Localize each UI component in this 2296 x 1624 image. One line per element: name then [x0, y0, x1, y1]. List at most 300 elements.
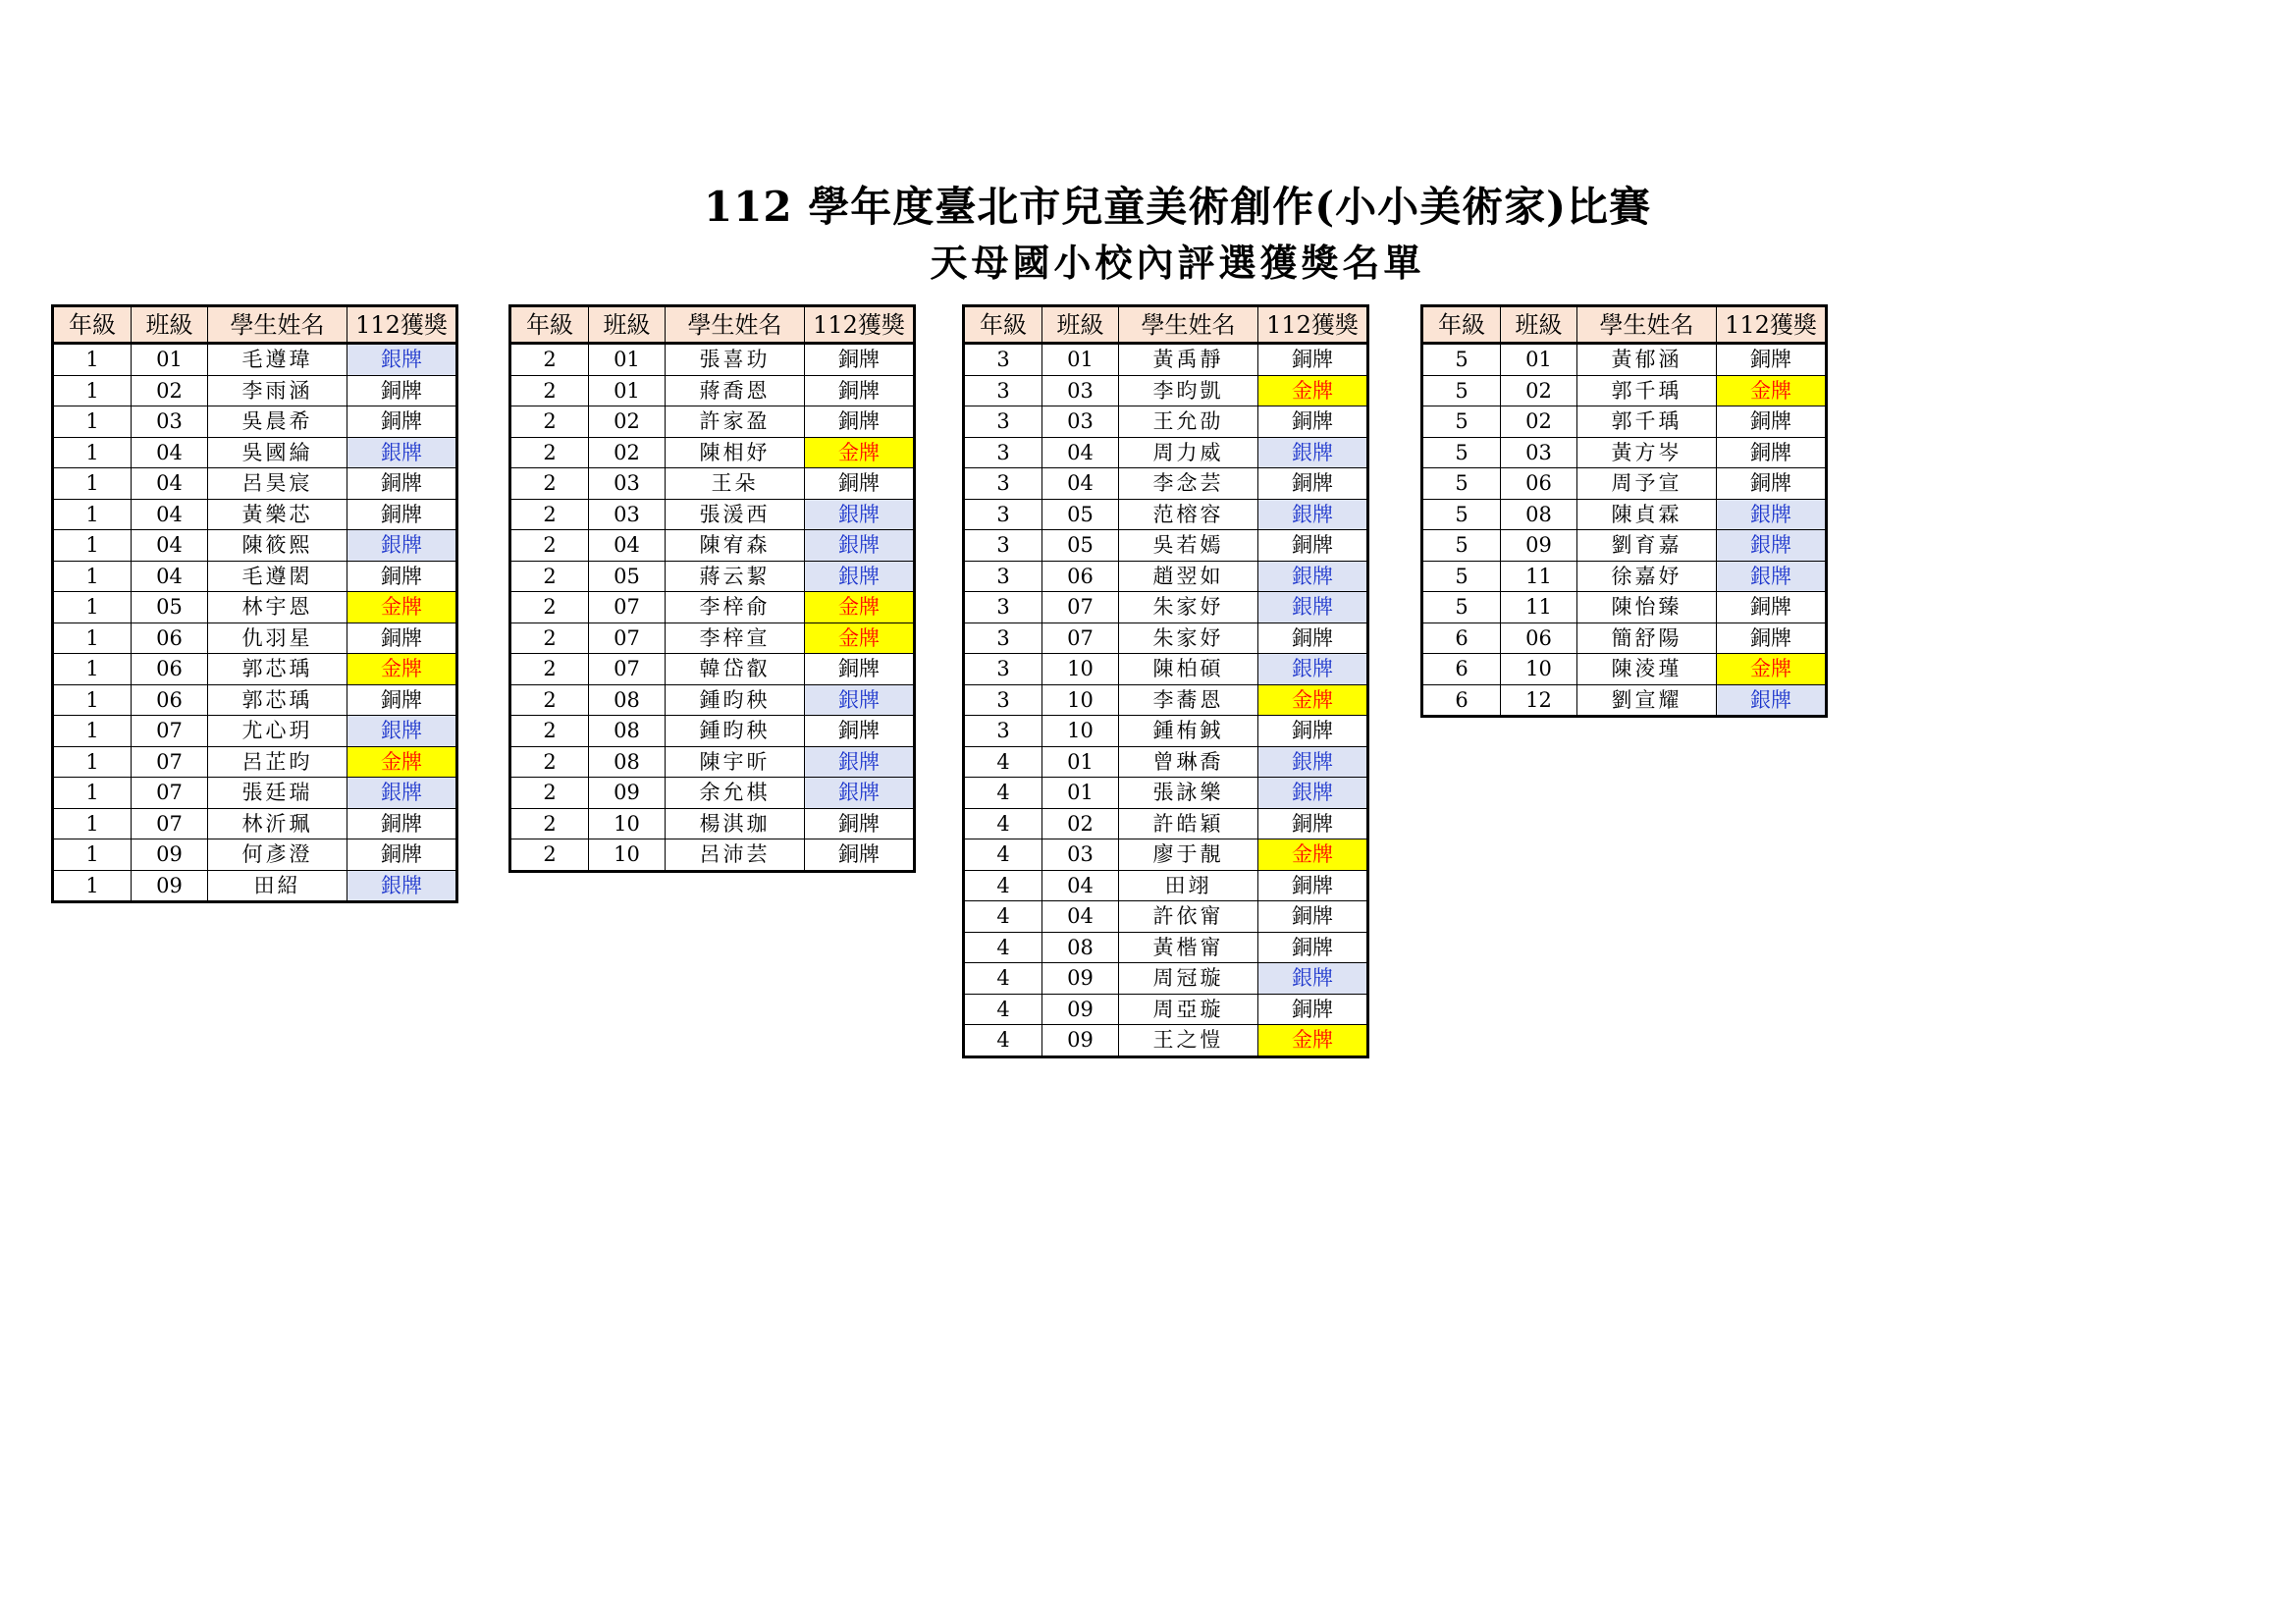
- cell-grade: 3: [964, 499, 1042, 530]
- cell-award: 金牌: [347, 654, 457, 685]
- cell-award: 銀牌: [1717, 684, 1827, 717]
- cell-student-name: 王朵: [666, 468, 805, 500]
- cell-award: 銅牌: [347, 623, 457, 654]
- cell-grade: 5: [1422, 437, 1501, 468]
- cell-award: 銀牌: [1258, 437, 1368, 468]
- cell-class: 01: [589, 375, 666, 406]
- cell-grade: 2: [510, 684, 589, 716]
- table-row: [964, 592, 1368, 623]
- cell-grade: 2: [510, 746, 589, 778]
- cell-grade: 4: [964, 746, 1042, 778]
- cell-award: 銅牌: [1258, 623, 1368, 654]
- table-row: [1422, 437, 1827, 468]
- cell-grade: 1: [53, 561, 132, 592]
- table-row: [964, 716, 1368, 747]
- cell-grade: 1: [53, 808, 132, 839]
- cell-class: 10: [589, 808, 666, 839]
- cell-student-name: 黃郁涵: [1577, 344, 1717, 376]
- cell-student-name: 陳宇昕: [666, 746, 805, 778]
- cell-student-name: 許皓穎: [1119, 808, 1258, 839]
- header-class: 班級: [132, 306, 208, 344]
- table-row: [53, 778, 457, 809]
- cell-student-name: 劉育嘉: [1577, 530, 1717, 562]
- header-class: 班級: [1042, 306, 1119, 344]
- cell-class: 09: [132, 870, 208, 902]
- cell-class: 11: [1501, 561, 1577, 592]
- table-row: [53, 375, 457, 406]
- cell-award: 銀牌: [1258, 654, 1368, 685]
- cell-class: 04: [1042, 870, 1119, 901]
- cell-award: 金牌: [1258, 684, 1368, 716]
- table-row: [964, 963, 1368, 995]
- table-row: [964, 994, 1368, 1025]
- cell-class: 04: [132, 499, 208, 530]
- cell-class: 09: [1042, 994, 1119, 1025]
- table-row: [964, 684, 1368, 716]
- cell-grade: 3: [964, 623, 1042, 654]
- cell-class: 07: [132, 778, 208, 809]
- cell-award: 銅牌: [805, 344, 915, 376]
- cell-award: 銀牌: [1258, 592, 1368, 623]
- cell-grade: 4: [964, 808, 1042, 839]
- cell-class: 03: [132, 406, 208, 438]
- cell-class: 02: [1501, 375, 1577, 406]
- cell-award: 銀牌: [347, 530, 457, 562]
- cell-grade: 2: [510, 592, 589, 623]
- cell-grade: 5: [1422, 375, 1501, 406]
- cell-award: 銅牌: [805, 375, 915, 406]
- cell-student-name: 郭芯瑀: [208, 684, 347, 716]
- table-row: [53, 530, 457, 562]
- cell-class: 04: [1042, 437, 1119, 468]
- cell-award: 金牌: [1258, 375, 1368, 406]
- table-row: [964, 561, 1368, 592]
- cell-class: 02: [589, 437, 666, 468]
- cell-grade: 2: [510, 623, 589, 654]
- cell-grade: 2: [510, 808, 589, 839]
- cell-student-name: 許依甯: [1119, 901, 1258, 933]
- cell-award: 銀牌: [805, 746, 915, 778]
- cell-class: 06: [132, 654, 208, 685]
- cell-award: 金牌: [347, 746, 457, 778]
- table-row: [964, 344, 1368, 376]
- cell-award: 銅牌: [1717, 468, 1827, 500]
- cell-student-name: 周亞璇: [1119, 994, 1258, 1025]
- header-award: 112獲獎: [347, 306, 457, 344]
- cell-student-name: 陳淩瑾: [1577, 654, 1717, 685]
- table-row: [510, 468, 915, 500]
- table-row: [1422, 684, 1827, 717]
- cell-class: 04: [1042, 468, 1119, 500]
- cell-award: 銅牌: [805, 654, 915, 685]
- cell-class: 06: [1042, 561, 1119, 592]
- cell-award: 金牌: [805, 437, 915, 468]
- cell-class: 09: [589, 778, 666, 809]
- cell-student-name: 李梓宣: [666, 623, 805, 654]
- cell-student-name: 陳貞霖: [1577, 499, 1717, 530]
- cell-award: 銀牌: [1717, 499, 1827, 530]
- table-row: [510, 344, 915, 376]
- header-grade: 年級: [964, 306, 1042, 344]
- cell-award: 金牌: [1717, 375, 1827, 406]
- cell-grade: 3: [964, 716, 1042, 747]
- cell-class: 10: [1042, 716, 1119, 747]
- cell-grade: 1: [53, 468, 132, 500]
- cell-award: 銀牌: [805, 530, 915, 562]
- cell-student-name: 鍾昀秧: [666, 716, 805, 747]
- cell-class: 09: [1042, 1025, 1119, 1057]
- cell-student-name: 韓岱叡: [666, 654, 805, 685]
- cell-award: 銅牌: [347, 561, 457, 592]
- cell-student-name: 余允棋: [666, 778, 805, 809]
- table-row: [53, 499, 457, 530]
- cell-award: 金牌: [1258, 1025, 1368, 1057]
- cell-grade: 3: [964, 406, 1042, 438]
- cell-class: 05: [589, 561, 666, 592]
- cell-award: 銅牌: [805, 839, 915, 872]
- cell-student-name: 周力威: [1119, 437, 1258, 468]
- cell-award: 銅牌: [1258, 406, 1368, 438]
- cell-student-name: 陳相妤: [666, 437, 805, 468]
- cell-award: 金牌: [1258, 839, 1368, 871]
- cell-award: 銀牌: [805, 684, 915, 716]
- cell-class: 01: [1042, 746, 1119, 778]
- cell-grade: 3: [964, 468, 1042, 500]
- table-row: [53, 623, 457, 654]
- cell-student-name: 朱家妤: [1119, 623, 1258, 654]
- cell-grade: 2: [510, 654, 589, 685]
- cell-class: 02: [132, 375, 208, 406]
- table-row: [53, 684, 457, 716]
- cell-class: 05: [1042, 530, 1119, 562]
- cell-award: 銀牌: [347, 437, 457, 468]
- header-award: 112獲獎: [805, 306, 915, 344]
- table-row: [1422, 375, 1827, 406]
- cell-class: 08: [589, 684, 666, 716]
- cell-class: 03: [1042, 839, 1119, 871]
- cell-grade: 3: [964, 437, 1042, 468]
- cell-class: 09: [1042, 963, 1119, 995]
- cell-class: 08: [589, 716, 666, 747]
- cell-student-name: 張廷瑞: [208, 778, 347, 809]
- table-row: [53, 468, 457, 500]
- cell-award: 銅牌: [1258, 530, 1368, 562]
- cell-student-name: 陳筱熙: [208, 530, 347, 562]
- table-row: [510, 746, 915, 778]
- cell-award: 銅牌: [805, 716, 915, 747]
- cell-grade: 1: [53, 623, 132, 654]
- cell-student-name: 吳國綸: [208, 437, 347, 468]
- cell-student-name: 張喜玏: [666, 344, 805, 376]
- table-row: [510, 716, 915, 747]
- cell-class: 01: [1042, 344, 1119, 376]
- cell-grade: 3: [964, 530, 1042, 562]
- cell-class: 01: [1042, 778, 1119, 809]
- cell-award: 金牌: [805, 592, 915, 623]
- table-row: [964, 1025, 1368, 1057]
- header-grade: 年級: [1422, 306, 1501, 344]
- cell-class: 05: [1042, 499, 1119, 530]
- cell-class: 11: [1501, 592, 1577, 623]
- cell-award: 銅牌: [1717, 344, 1827, 376]
- cell-grade: 4: [964, 901, 1042, 933]
- cell-class: 06: [1501, 468, 1577, 500]
- cell-class: 06: [132, 684, 208, 716]
- header-name: 學生姓名: [208, 306, 347, 344]
- table-row: [53, 406, 457, 438]
- header-award: 112獲獎: [1258, 306, 1368, 344]
- cell-award: 銀牌: [1258, 778, 1368, 809]
- cell-award: 銅牌: [805, 468, 915, 500]
- cell-award: 銅牌: [347, 468, 457, 500]
- cell-grade: 4: [964, 963, 1042, 995]
- cell-student-name: 范榕容: [1119, 499, 1258, 530]
- table-row: [510, 499, 915, 530]
- cell-award: 銅牌: [1717, 623, 1827, 654]
- cell-award: 銀牌: [347, 716, 457, 747]
- table-row: [1422, 406, 1827, 438]
- cell-grade: 2: [510, 778, 589, 809]
- cell-student-name: 李昀凱: [1119, 375, 1258, 406]
- cell-class: 02: [1042, 808, 1119, 839]
- table-row: [1422, 654, 1827, 685]
- cell-grade: 1: [53, 344, 132, 376]
- header-grade: 年級: [53, 306, 132, 344]
- table-row: [510, 406, 915, 438]
- table-header-row: [964, 306, 1368, 344]
- cell-grade: 5: [1422, 406, 1501, 438]
- cell-grade: 5: [1422, 344, 1501, 376]
- cell-class: 10: [589, 839, 666, 872]
- header-name: 學生姓名: [1577, 306, 1717, 344]
- cell-student-name: 周予宣: [1577, 468, 1717, 500]
- cell-student-name: 張詠樂: [1119, 778, 1258, 809]
- cell-class: 07: [589, 623, 666, 654]
- cell-grade: 2: [510, 375, 589, 406]
- cell-class: 07: [132, 716, 208, 747]
- header-award: 112獲獎: [1717, 306, 1827, 344]
- cell-student-name: 呂沛芸: [666, 839, 805, 872]
- table-row: [1422, 592, 1827, 623]
- cell-class: 03: [589, 468, 666, 500]
- table-row: [510, 530, 915, 562]
- table-row: [964, 406, 1368, 438]
- cell-award: 銅牌: [1717, 406, 1827, 438]
- header-name: 學生姓名: [666, 306, 805, 344]
- cell-class: 03: [1042, 375, 1119, 406]
- cell-class: 08: [589, 746, 666, 778]
- cell-student-name: 徐嘉妤: [1577, 561, 1717, 592]
- table-row: [964, 654, 1368, 685]
- cell-award: 銀牌: [1258, 746, 1368, 778]
- cell-award: 銅牌: [347, 808, 457, 839]
- table-row: [964, 746, 1368, 778]
- cell-class: 09: [132, 839, 208, 871]
- table-row: [964, 839, 1368, 871]
- cell-grade: 2: [510, 499, 589, 530]
- cell-grade: 5: [1422, 468, 1501, 500]
- cell-grade: 1: [53, 530, 132, 562]
- cell-grade: 3: [964, 592, 1042, 623]
- cell-class: 04: [132, 437, 208, 468]
- page-subtitle: 天母國小校內評選獲獎名單: [930, 241, 1425, 285]
- cell-student-name: 呂芷昀: [208, 746, 347, 778]
- cell-student-name: 林宇恩: [208, 592, 347, 623]
- cell-award: 銅牌: [347, 406, 457, 438]
- cell-grade: 5: [1422, 530, 1501, 562]
- table-row: [1422, 499, 1827, 530]
- cell-class: 03: [1042, 406, 1119, 438]
- cell-student-name: 王之愷: [1119, 1025, 1258, 1057]
- cell-class: 04: [132, 561, 208, 592]
- cell-student-name: 呂昊宸: [208, 468, 347, 500]
- cell-grade: 6: [1422, 684, 1501, 717]
- award-table-grade-5-6: [1420, 304, 1828, 718]
- cell-grade: 2: [510, 530, 589, 562]
- table-row: [964, 623, 1368, 654]
- cell-class: 06: [1501, 623, 1577, 654]
- cell-student-name: 曾琳喬: [1119, 746, 1258, 778]
- table-row: [53, 839, 457, 871]
- cell-student-name: 仇羽星: [208, 623, 347, 654]
- table-row: [53, 592, 457, 623]
- cell-class: 12: [1501, 684, 1577, 717]
- cell-student-name: 黃楷甯: [1119, 932, 1258, 963]
- table-row: [964, 499, 1368, 530]
- cell-student-name: 毛遵瑋: [208, 344, 347, 376]
- table-row: [1422, 344, 1827, 376]
- cell-award: 銅牌: [347, 684, 457, 716]
- cell-award: 銅牌: [1258, 808, 1368, 839]
- header-grade: 年級: [510, 306, 589, 344]
- table-row: [53, 746, 457, 778]
- award-table-grade-3-4: [962, 304, 1369, 1058]
- table-row: [964, 808, 1368, 839]
- award-table-grade-1: [51, 304, 458, 903]
- cell-grade: 5: [1422, 592, 1501, 623]
- table-row: [53, 870, 457, 902]
- cell-class: 07: [589, 654, 666, 685]
- cell-class: 10: [1501, 654, 1577, 685]
- table-row: [510, 623, 915, 654]
- cell-award: 銅牌: [1258, 901, 1368, 933]
- cell-award: 金牌: [805, 623, 915, 654]
- cell-class: 05: [132, 592, 208, 623]
- cell-grade: 6: [1422, 654, 1501, 685]
- header-class: 班級: [589, 306, 666, 344]
- cell-award: 銀牌: [805, 778, 915, 809]
- cell-student-name: 黃禹靜: [1119, 344, 1258, 376]
- table-row: [1422, 530, 1827, 562]
- cell-grade: 2: [510, 468, 589, 500]
- table-row: [964, 468, 1368, 500]
- cell-grade: 5: [1422, 561, 1501, 592]
- cell-grade: 3: [964, 654, 1042, 685]
- table-row: [510, 592, 915, 623]
- cell-student-name: 郭芯瑀: [208, 654, 347, 685]
- cell-class: 04: [132, 530, 208, 562]
- cell-grade: 1: [53, 437, 132, 468]
- cell-student-name: 田紹: [208, 870, 347, 902]
- table-header-row: [510, 306, 915, 344]
- cell-student-name: 簡舒陽: [1577, 623, 1717, 654]
- cell-award: 金牌: [347, 592, 457, 623]
- cell-student-name: 尤心玥: [208, 716, 347, 747]
- cell-grade: 1: [53, 654, 132, 685]
- cell-student-name: 廖于靚: [1119, 839, 1258, 871]
- cell-grade: 2: [510, 716, 589, 747]
- cell-student-name: 李雨涵: [208, 375, 347, 406]
- page-title: 112 學年度臺北市兒童美術創作(小小美術家)比賽: [703, 183, 1652, 231]
- cell-award: 銅牌: [1717, 592, 1827, 623]
- cell-grade: 1: [53, 870, 132, 902]
- cell-student-name: 劉宣耀: [1577, 684, 1717, 717]
- table-row: [510, 375, 915, 406]
- cell-student-name: 陳怡臻: [1577, 592, 1717, 623]
- table-header-row: [1422, 306, 1827, 344]
- cell-grade: 2: [510, 561, 589, 592]
- cell-award: 金牌: [1717, 654, 1827, 685]
- cell-student-name: 趙翌如: [1119, 561, 1258, 592]
- cell-award: 銅牌: [1258, 468, 1368, 500]
- cell-grade: 4: [964, 778, 1042, 809]
- cell-grade: 3: [964, 375, 1042, 406]
- cell-award: 銀牌: [1258, 561, 1368, 592]
- cell-student-name: 蔣云絜: [666, 561, 805, 592]
- table-row: [53, 808, 457, 839]
- cell-student-name: 何彥澄: [208, 839, 347, 871]
- table-row: [510, 654, 915, 685]
- cell-class: 04: [589, 530, 666, 562]
- cell-grade: 2: [510, 437, 589, 468]
- table-row: [964, 778, 1368, 809]
- table-row: [510, 561, 915, 592]
- cell-award: 銀牌: [805, 499, 915, 530]
- cell-student-name: 李念芸: [1119, 468, 1258, 500]
- cell-student-name: 林沂珮: [208, 808, 347, 839]
- cell-grade: 1: [53, 746, 132, 778]
- cell-grade: 4: [964, 839, 1042, 871]
- cell-class: 08: [1501, 499, 1577, 530]
- cell-grade: 3: [964, 344, 1042, 376]
- cell-grade: 4: [964, 1025, 1042, 1057]
- cell-class: 04: [1042, 901, 1119, 933]
- cell-student-name: 陳宥森: [666, 530, 805, 562]
- cell-class: 07: [589, 592, 666, 623]
- cell-award: 銅牌: [347, 499, 457, 530]
- table-row: [53, 654, 457, 685]
- cell-student-name: 郭千瑀: [1577, 375, 1717, 406]
- cell-grade: 2: [510, 839, 589, 872]
- cell-award: 銀牌: [1258, 963, 1368, 995]
- cell-student-name: 李梓俞: [666, 592, 805, 623]
- cell-class: 01: [589, 344, 666, 376]
- cell-award: 銀牌: [1717, 530, 1827, 562]
- cell-grade: 2: [510, 406, 589, 438]
- cell-student-name: 黃方岑: [1577, 437, 1717, 468]
- cell-grade: 4: [964, 870, 1042, 901]
- cell-class: 04: [132, 468, 208, 500]
- cell-award: 銀牌: [347, 778, 457, 809]
- table-row: [1422, 623, 1827, 654]
- table-row: [964, 530, 1368, 562]
- cell-grade: 3: [964, 561, 1042, 592]
- cell-class: 03: [589, 499, 666, 530]
- table-row: [964, 375, 1368, 406]
- table-row: [1422, 468, 1827, 500]
- cell-grade: 2: [510, 344, 589, 376]
- header-class: 班級: [1501, 306, 1577, 344]
